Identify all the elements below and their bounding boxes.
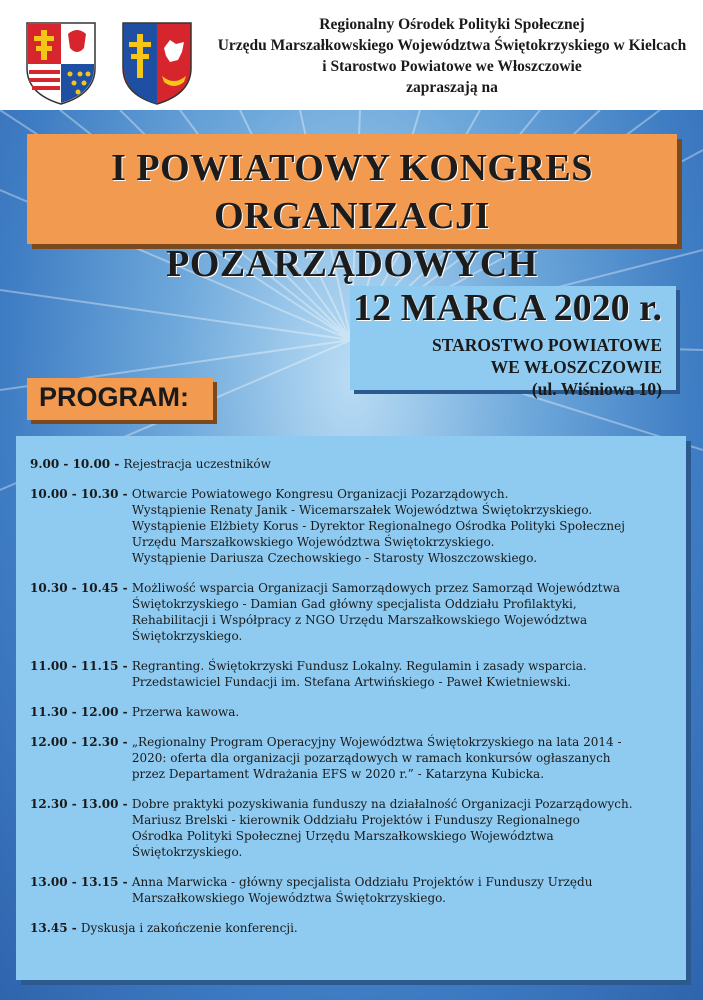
item-description: Regranting. Świętokrzyski Fundusz Lokalny. Regulamin i zasady wsparcia. Przedstawiciel Fundacji im. Stefana Artwińskiego - Paweł Kwietniewski. (131, 659, 587, 689)
schedule-item (30, 486, 680, 566)
item-description: Dobre praktyki pozyskiwania funduszy na działalność Organizacji Pozarządowych. Mariusz Brelski - kierownik Oddziału Projektów i Funduszy Regionalnego Ośrodka Polityki Społecznej Urzędu Marszałkowskiego Województwa Świętokrzyskiego. (131, 797, 633, 859)
item-time: 10.00 - 10.30 - (30, 487, 132, 501)
item-description: Przerwa kawowa. (131, 705, 240, 719)
schedule-item (30, 796, 680, 860)
item-description: „Regionalny Program Operacyjny Województwa Świętokrzyskiego na lata 2014 - 2020: oferta dla organizacji pozarządowych w ramach konkursów ogłaszanych przez Departament Wdrażania EFS w 2020 r.” - Katarzyna Kubicka. (131, 735, 622, 781)
item-time: 12.30 - 13.00 - (30, 797, 132, 811)
item-time: 12.00 - 12.30 - (30, 735, 132, 749)
event-place (432, 334, 662, 400)
schedule-item (30, 456, 680, 472)
header (0, 0, 703, 110)
voivodeship-coat-of-arms-icon (24, 20, 98, 106)
item-time: 10.30 - 10.45 - (30, 581, 132, 595)
schedule-item (30, 704, 680, 720)
schedule-list (30, 456, 680, 950)
item-time: 11.30 - 12.00 - (30, 705, 132, 719)
title-line-1: I POWIATOWY KONGRES (111, 147, 593, 189)
invite-line: zapraszają na (406, 79, 498, 96)
item-description: Otwarcie Powiatowego Kongresu Organizacji Pozarządowych. Wystąpienie Renaty Janik - Wicemarszałek Województwa Świętokrzyskiego. Wystąpienie Elżbiety Korus - Dyrektor Regionalnego Ośrodka Polityki Społecznej Urzędu Marszałkowskiego Województwa Świętokrzyskiego. Wystąpienie Dariusza Czechowskiego - Starosty Włoszczowskiego. (131, 487, 625, 565)
schedule-panel (16, 436, 686, 980)
item-time: 11.00 - 11.15 - (30, 659, 132, 673)
organizer-line: Regionalny Ośrodek Polityki Społecznej (319, 16, 585, 33)
schedule-item (30, 874, 680, 906)
schedule-item (30, 658, 680, 690)
organizers-text (212, 14, 692, 98)
item-time: 13.45 - (30, 921, 81, 935)
schedule-item (30, 734, 680, 782)
item-description: Anna Marwicka - główny specjalista Oddziału Projektów i Funduszy Urzędu Marszałkowskiego Województwa Świętokrzyskiego. (131, 875, 593, 905)
title-line-2: ORGANIZACJI POZARZĄDOWYCH (166, 195, 538, 285)
poster-body (0, 110, 703, 1000)
place-line-1: STAROSTWO POWIATOWE (432, 335, 662, 355)
item-time: 9.00 - 10.00 - (30, 457, 124, 471)
title-banner (27, 134, 677, 285)
event-date: 12 MARCA 2020 r. (353, 287, 662, 329)
item-description: Możliwość wsparcia Organizacji Samorządowych przez Samorząd Województwa Świętokrzyskiego - Damian Gad główny specjalista Oddziału Profilaktyki, Rehabilitacji i Współpracy z NGO Urzędu Marszałkowskiego Województwa Świętokrzyskiego. (131, 581, 621, 643)
item-time: 13.00 - 13.15 - (30, 875, 132, 889)
program-label: PROGRAM: (39, 382, 189, 412)
county-coat-of-arms-icon (120, 20, 194, 106)
item-description: Dyskusja i zakończenie konferencji. (80, 921, 298, 935)
item-description: Rejestracja uczestników (123, 457, 271, 471)
schedule-item (30, 580, 680, 644)
event-address: (ul. Wiśniowa 10) (531, 379, 662, 399)
place-line-2: WE WŁOSZCZOWIE (490, 357, 662, 377)
date-panel (350, 286, 676, 399)
schedule-item (30, 920, 680, 936)
program-banner (27, 378, 213, 420)
organizer-line: Urzędu Marszałkowskiego Województwa Świętokrzyskiego w Kielcach (217, 37, 687, 54)
organizer-line: i Starostwo Powiatowe we Włoszczowie (322, 58, 582, 75)
